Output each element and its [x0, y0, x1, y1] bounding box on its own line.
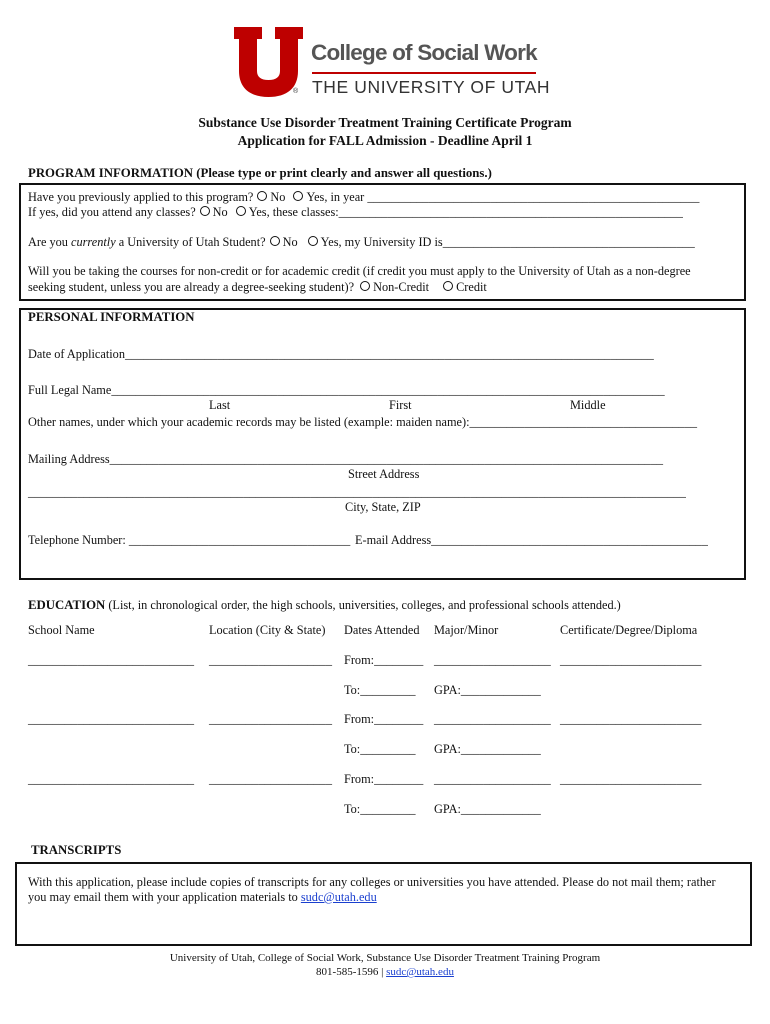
- attended-classes-field[interactable]: Yes, these classes:________________________________________________________: [248, 205, 683, 219]
- question-label: Are you: [28, 235, 72, 249]
- middle-name-caption: Middle: [570, 398, 606, 412]
- certificate-field[interactable]: _______________________: [560, 653, 702, 667]
- last-name-caption: Last: [209, 398, 231, 412]
- date-of-application-field[interactable]: Date of Application______________________________________________________________________________________: [28, 347, 654, 361]
- gpa-field[interactable]: GPA:_____________: [434, 802, 541, 816]
- current-student-yes-radio[interactable]: [308, 236, 318, 246]
- transcripts-heading: TRANSCRIPTS: [31, 843, 122, 857]
- current-student-no-radio[interactable]: [270, 236, 280, 246]
- date-from-field[interactable]: From:________: [344, 772, 424, 786]
- attended-classes-no-radio[interactable]: [200, 206, 210, 216]
- certificate-field[interactable]: _______________________: [560, 712, 702, 726]
- location-field[interactable]: ____________________: [209, 772, 332, 786]
- column-header-dates: Dates Attended: [344, 623, 420, 637]
- question-emphasis: currently: [71, 235, 116, 249]
- major-minor-field[interactable]: ___________________: [434, 653, 551, 667]
- college-name: College of Social Work: [311, 40, 537, 65]
- credit-radio[interactable]: [443, 281, 453, 291]
- non-credit-radio[interactable]: [360, 281, 370, 291]
- attended-classes-question: [28, 205, 683, 220]
- city-state-zip-field[interactable]: ___________________________________________________________________________________________________________: [28, 485, 686, 499]
- street-address-caption: Street Address: [348, 467, 420, 481]
- school-name-field[interactable]: ___________________________: [28, 712, 195, 726]
- form-title: Substance Use Disorder Treatment Training Certificate Program: [198, 115, 572, 130]
- column-header-major: Major/Minor: [434, 623, 499, 637]
- footer-contact-line: [0, 966, 770, 978]
- location-field[interactable]: ____________________: [209, 712, 332, 726]
- column-header-certificate: Certificate/Degree/Diploma: [560, 623, 698, 637]
- column-header-location: Location (City & State): [209, 623, 326, 637]
- date-to-field[interactable]: To:_________: [344, 742, 416, 756]
- previously-applied-question: [28, 190, 699, 205]
- telephone-field[interactable]: Telephone Number: ____________________________________: [28, 533, 351, 547]
- previously-applied-no-radio[interactable]: [257, 191, 267, 201]
- major-minor-field[interactable]: ___________________: [434, 712, 551, 726]
- question-label: If yes, did you attend any classes?: [28, 205, 196, 219]
- transcripts-text: you may email them with your application materials to: [28, 890, 301, 904]
- mailing-address-field[interactable]: Mailing Address__________________________________________________________________________________________: [28, 452, 663, 466]
- full-legal-name-field[interactable]: Full Legal Name__________________________________________________________________________________________: [28, 383, 665, 397]
- program-information-heading: PROGRAM INFORMATION (Please type or print clearly and answer all questions.): [28, 166, 492, 180]
- gpa-field[interactable]: GPA:_____________: [434, 683, 541, 697]
- credit-question-line1: Will you be taking the courses for non-credit or for academic credit (if credit you must apply to the University of Utah as a non-degree: [28, 264, 691, 278]
- current-student-question: [28, 235, 695, 250]
- footer-program-line: University of Utah, College of Social Work, Substance Use Disorder Treatment Training Program: [169, 952, 601, 964]
- transcripts-email-link[interactable]: sudc@utah.edu: [300, 890, 377, 904]
- radio-label: No: [282, 235, 298, 249]
- radio-label: Non-Credit: [373, 280, 430, 294]
- email-address-field[interactable]: E-mail Address_____________________________________________: [355, 533, 708, 547]
- previously-applied-year-field[interactable]: Yes, in year ______________________________________________________: [306, 190, 700, 204]
- city-state-zip-caption: City, State, ZIP: [345, 500, 421, 514]
- transcripts-instructions-line1: With this application, please include copies of transcripts for any colleges or universities you have attended. Please do not mail them; rather: [28, 875, 716, 889]
- education-note: (List, in chronological order, the high schools, universities, colleges, and professional schools attended.): [105, 598, 621, 612]
- credit-question: [28, 280, 487, 295]
- education-heading: [28, 598, 621, 613]
- date-from-field[interactable]: From:________: [344, 653, 424, 667]
- university-of-utah-logo-icon: [234, 27, 303, 97]
- certificate-field[interactable]: _______________________: [560, 772, 702, 786]
- previously-applied-yes-radio[interactable]: [293, 191, 303, 201]
- school-name-field[interactable]: ___________________________: [28, 772, 195, 786]
- question-label: Have you previously applied to this program?: [28, 190, 254, 204]
- date-to-field[interactable]: To:_________: [344, 802, 416, 816]
- registered-mark-icon: ®: [293, 88, 299, 95]
- radio-label: No: [270, 190, 286, 204]
- date-to-field[interactable]: To:_________: [344, 683, 416, 697]
- first-name-caption: First: [389, 398, 412, 412]
- location-field[interactable]: ____________________: [209, 653, 332, 667]
- radio-label: No: [212, 205, 228, 219]
- gpa-field[interactable]: GPA:_____________: [434, 742, 541, 756]
- form-subtitle: Application for FALL Admission - Deadline April 1: [237, 133, 533, 148]
- attended-classes-yes-radio[interactable]: [236, 206, 246, 216]
- school-name-field[interactable]: ___________________________: [28, 653, 195, 667]
- question-label: seeking student, unless you are already a degree-seeking student)?: [28, 280, 355, 294]
- footer-email-link[interactable]: sudc@utah.edu: [386, 966, 454, 978]
- personal-information-heading: PERSONAL INFORMATION: [28, 310, 195, 324]
- transcripts-instructions-line2: [28, 890, 377, 905]
- major-minor-field[interactable]: ___________________: [434, 772, 551, 786]
- logo-divider: [312, 72, 536, 74]
- education-title: EDUCATION: [28, 598, 106, 612]
- question-label: a University of Utah Student?: [115, 235, 266, 249]
- footer-phone: 801-585-1596 |: [316, 966, 387, 978]
- radio-label: Credit: [456, 280, 487, 294]
- university-id-field[interactable]: Yes, my University ID is_________________________________________: [320, 235, 695, 249]
- other-names-field[interactable]: Other names, under which your academic records may be listed (example: maiden name):_____________________________________: [28, 415, 697, 429]
- column-header-school: School Name: [28, 623, 95, 637]
- date-from-field[interactable]: From:________: [344, 712, 424, 726]
- university-name: THE UNIVERSITY OF UTAH: [312, 77, 551, 97]
